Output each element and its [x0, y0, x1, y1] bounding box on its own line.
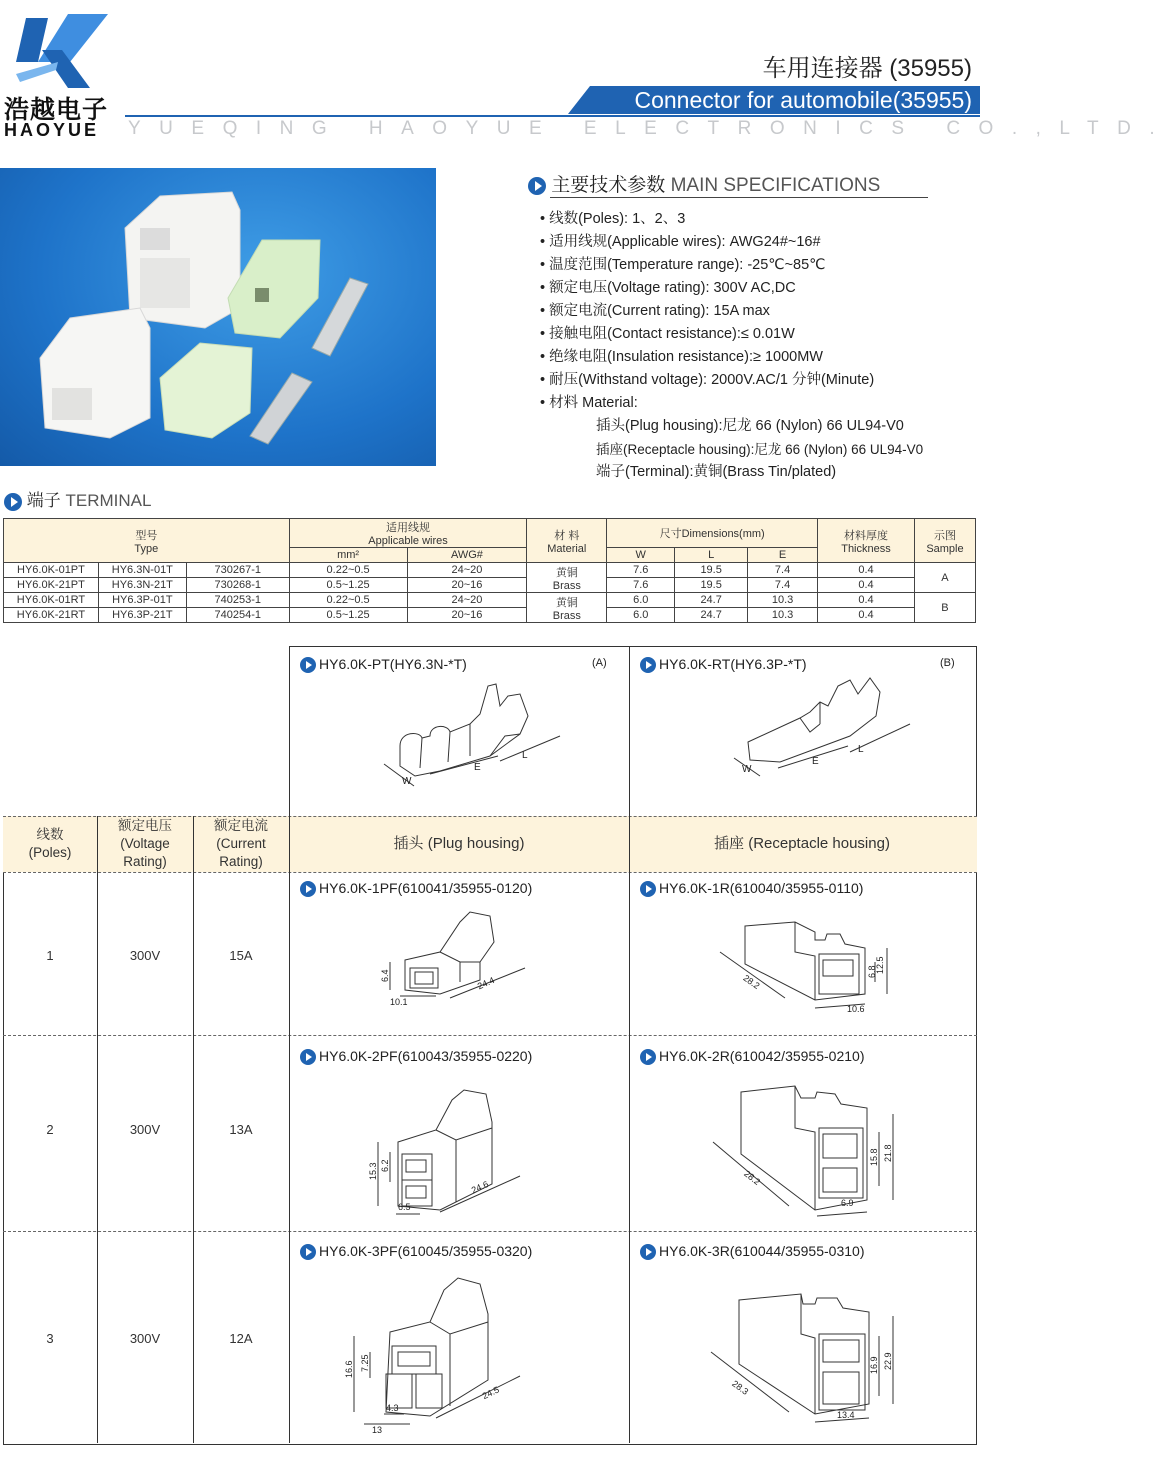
material-cell: 黄铜 Brass	[527, 563, 607, 593]
poles-cell: 3	[46, 1331, 54, 1346]
page-title-cn: 车用连接器 (35955)	[762, 55, 972, 82]
table-row: HY6.0K-01PT HY6.3N-01T 730267-1 0.22~0.5 24~20 黄铜 Brass 7.6 19.5 7.4 0.4 A	[4, 563, 976, 578]
th-poles: 线数 (Poles)	[28, 827, 72, 860]
brand-name-cn: 浩越电子	[4, 96, 109, 124]
svg-text:10.1: 10.1	[390, 997, 408, 1007]
dim-l-label: L	[522, 750, 528, 761]
svg-text:6.9: 6.9	[841, 1198, 854, 1208]
company-name: YUEQING HAOYUE ELECTRONICS CO.,LTD.	[128, 118, 1173, 139]
dim-w-label: W	[742, 764, 752, 775]
svg-text:13: 13	[372, 1425, 383, 1435]
th-current: 额定电流 (Current Rating)	[214, 818, 268, 869]
th-voltage: 额定电压 (Voltage Rating)	[118, 818, 172, 869]
specs-heading	[528, 170, 880, 197]
svg-text:22.9: 22.9	[883, 1352, 893, 1370]
spec-item: • 额定电压(Voltage rating): 300V AC,DC	[540, 280, 796, 296]
play-bullet-icon	[640, 1244, 656, 1260]
brand-name-en: HAOYUE	[4, 120, 100, 140]
receptacle-title: HY6.0K-1R(610040/35955-0110)	[640, 880, 863, 897]
dim-w-label: W	[402, 776, 412, 787]
receptacle-title: HY6.0K-2R(610042/35955-0210)	[640, 1048, 864, 1065]
th-w: W	[607, 548, 675, 563]
svg-text:4.3: 4.3	[386, 1403, 399, 1413]
sample-cell-b: B	[914, 593, 975, 623]
svg-text:28.3: 28.3	[730, 1378, 751, 1397]
terminal-b-title: HY6.0K-RT(HY6.3P-*T)	[640, 656, 807, 673]
specs-divider	[550, 197, 928, 198]
product-photo	[0, 168, 436, 466]
svg-text:6.8: 6.8	[867, 965, 877, 978]
connector-photo-illustration	[0, 168, 436, 466]
receptacle-1-drawing	[715, 912, 905, 1022]
spec-item: • 适用线规(Applicable wires): AWG24#~16#	[540, 234, 821, 250]
header-divider	[125, 115, 980, 117]
terminal-a-tag: (A)	[592, 657, 607, 669]
svg-text:6.5: 6.5	[398, 1202, 411, 1212]
current-cell: 15A	[229, 948, 253, 963]
dim-e-label: E	[812, 756, 819, 767]
spec-item: • 温度范围(Temperature range): -25℃~85℃	[540, 257, 826, 273]
play-bullet-icon	[300, 881, 316, 897]
svg-text:7.25: 7.25	[360, 1354, 370, 1372]
material-cell: 黄铜 Brass	[527, 593, 607, 623]
svg-text:12.5: 12.5	[875, 956, 885, 974]
page-title-en: Connector for automobile(35955)	[634, 87, 972, 113]
specs-list	[540, 208, 923, 484]
plug-title: HY6.0K-1PF(610041/35955-0120)	[300, 880, 532, 897]
plug-title: HY6.0K-2PF(610043/35955-0220)	[300, 1048, 532, 1065]
th-type: 型号 Type	[4, 519, 290, 563]
svg-text:24.6: 24.6	[469, 1179, 490, 1196]
terminal-a-title: HY6.0K-PT(HY6.3N-*T)	[300, 656, 467, 673]
th-sample: 示图 Sample	[914, 519, 975, 563]
panel-divider	[629, 646, 630, 816]
svg-text:15.8: 15.8	[869, 1148, 879, 1166]
table-row: HY6.0K-21PT HY6.3N-21T 730268-1 0.5~1.25 20~16 7.6 19.5 7.4 0.4	[4, 578, 976, 593]
spec-item: • 接触电阻(Contact resistance):≤ 0.01W	[540, 326, 795, 342]
spec-material: 插头(Plug housing):尼龙 66 (Nylon) 66 UL94-V0	[596, 418, 904, 434]
haoyue-logo-icon	[8, 10, 118, 92]
voltage-cell: 300V	[129, 1122, 161, 1137]
spec-item: • 线数(Poles): 1、2、3	[540, 211, 686, 227]
current-cell: 12A	[229, 1331, 253, 1346]
th-wires: 适用线规 Applicable wires	[289, 519, 527, 548]
spec-material: 端子(Terminal):黄铜(Brass Tin/plated)	[596, 464, 837, 480]
th-dimensions: 尺寸Dimensions(mm)	[607, 519, 818, 548]
specs-heading-en: MAIN SPECIFICATIONS	[670, 175, 881, 196]
play-bullet-icon	[300, 1049, 316, 1065]
voltage-cell: 300V	[129, 1331, 161, 1346]
spec-item: • 额定电流(Current rating): 15A max	[540, 303, 770, 319]
plug-3-drawing	[340, 1266, 540, 1436]
play-bullet-icon	[528, 177, 546, 195]
current-cell: 13A	[229, 1122, 253, 1137]
sample-cell-a: A	[914, 563, 975, 593]
play-bullet-icon	[300, 657, 316, 673]
receptacle-3-drawing	[705, 1272, 905, 1432]
th-material: 材 料 Material	[527, 519, 607, 563]
poles-cell: 2	[46, 1122, 54, 1137]
terminal-a-drawing	[370, 676, 570, 806]
play-bullet-icon	[640, 657, 656, 673]
svg-text:16.6: 16.6	[344, 1360, 354, 1378]
play-bullet-icon	[300, 1244, 316, 1260]
svg-text:28.2: 28.2	[742, 1168, 763, 1188]
table-row: HY6.0K-01RT HY6.3P-01T 740253-1 0.22~0.5 24~20 黄铜 Brass 6.0 24.7 10.3 0.4 B	[4, 593, 976, 608]
terminal-heading-cn: 端子	[26, 491, 61, 510]
terminal-b-tag: (B)	[940, 657, 955, 669]
dim-e-label: E	[474, 762, 481, 773]
poles-cell: 1	[46, 948, 54, 963]
plug-2-drawing	[360, 1072, 540, 1222]
play-bullet-icon	[640, 1049, 656, 1065]
th-plug: 插头 (Plug housing)	[393, 835, 525, 852]
svg-text:24.5: 24.5	[480, 1384, 501, 1402]
svg-text:15.3: 15.3	[368, 1162, 378, 1180]
svg-text:16.9: 16.9	[869, 1356, 879, 1374]
voltage-cell: 300V	[129, 948, 161, 963]
th-l: L	[675, 548, 748, 563]
receptacle-title: HY6.0K-3R(610044/35955-0310)	[640, 1243, 864, 1260]
svg-text:6.2: 6.2	[380, 1159, 390, 1172]
spec-item: • 材料 Material:	[540, 395, 638, 411]
spec-item: • 绝缘电阻(Insulation resistance):≥ 1000MW	[540, 349, 823, 365]
specs-heading-cn: 主要技术参数	[551, 175, 666, 196]
svg-text:10.6: 10.6	[847, 1004, 865, 1014]
play-bullet-icon	[640, 881, 656, 897]
spec-item: • 耐压(Withstand voltage): 2000V.AC/1 分钟(Minute)	[540, 372, 875, 388]
svg-text:6.4: 6.4	[380, 969, 390, 982]
th-thickness: 材料厚度 Thickness	[818, 519, 915, 563]
svg-text:28.2: 28.2	[741, 972, 762, 992]
th-awg: AWG#	[407, 548, 527, 563]
terminal-table	[3, 518, 976, 623]
table-row: HY6.0K-21RT HY6.3P-21T 740254-1 0.5~1.25 20~16 6.0 24.7 10.3 0.4	[4, 608, 976, 623]
terminal-heading	[4, 486, 151, 511]
th-e: E	[748, 548, 818, 563]
receptacle-2-drawing	[705, 1078, 905, 1228]
svg-text:24.4: 24.4	[475, 975, 496, 992]
play-bullet-icon	[4, 493, 22, 511]
th-mm2: mm²	[289, 548, 407, 563]
th-receptacle: 插座 (Receptacle housing)	[714, 835, 890, 852]
svg-text:21.8: 21.8	[883, 1144, 893, 1162]
terminal-heading-en: TERMINAL	[65, 491, 152, 510]
svg-text:13.4: 13.4	[837, 1410, 855, 1420]
plug-title: HY6.0K-3PF(610045/35955-0320)	[300, 1243, 532, 1260]
terminal-b-drawing	[720, 672, 920, 802]
plug-1-drawing	[370, 902, 540, 1012]
spec-material: 插座(Receptacle housing):尼龙 66 (Nylon) 66 UL94-V0	[596, 442, 924, 457]
dim-l-label: L	[858, 744, 864, 755]
